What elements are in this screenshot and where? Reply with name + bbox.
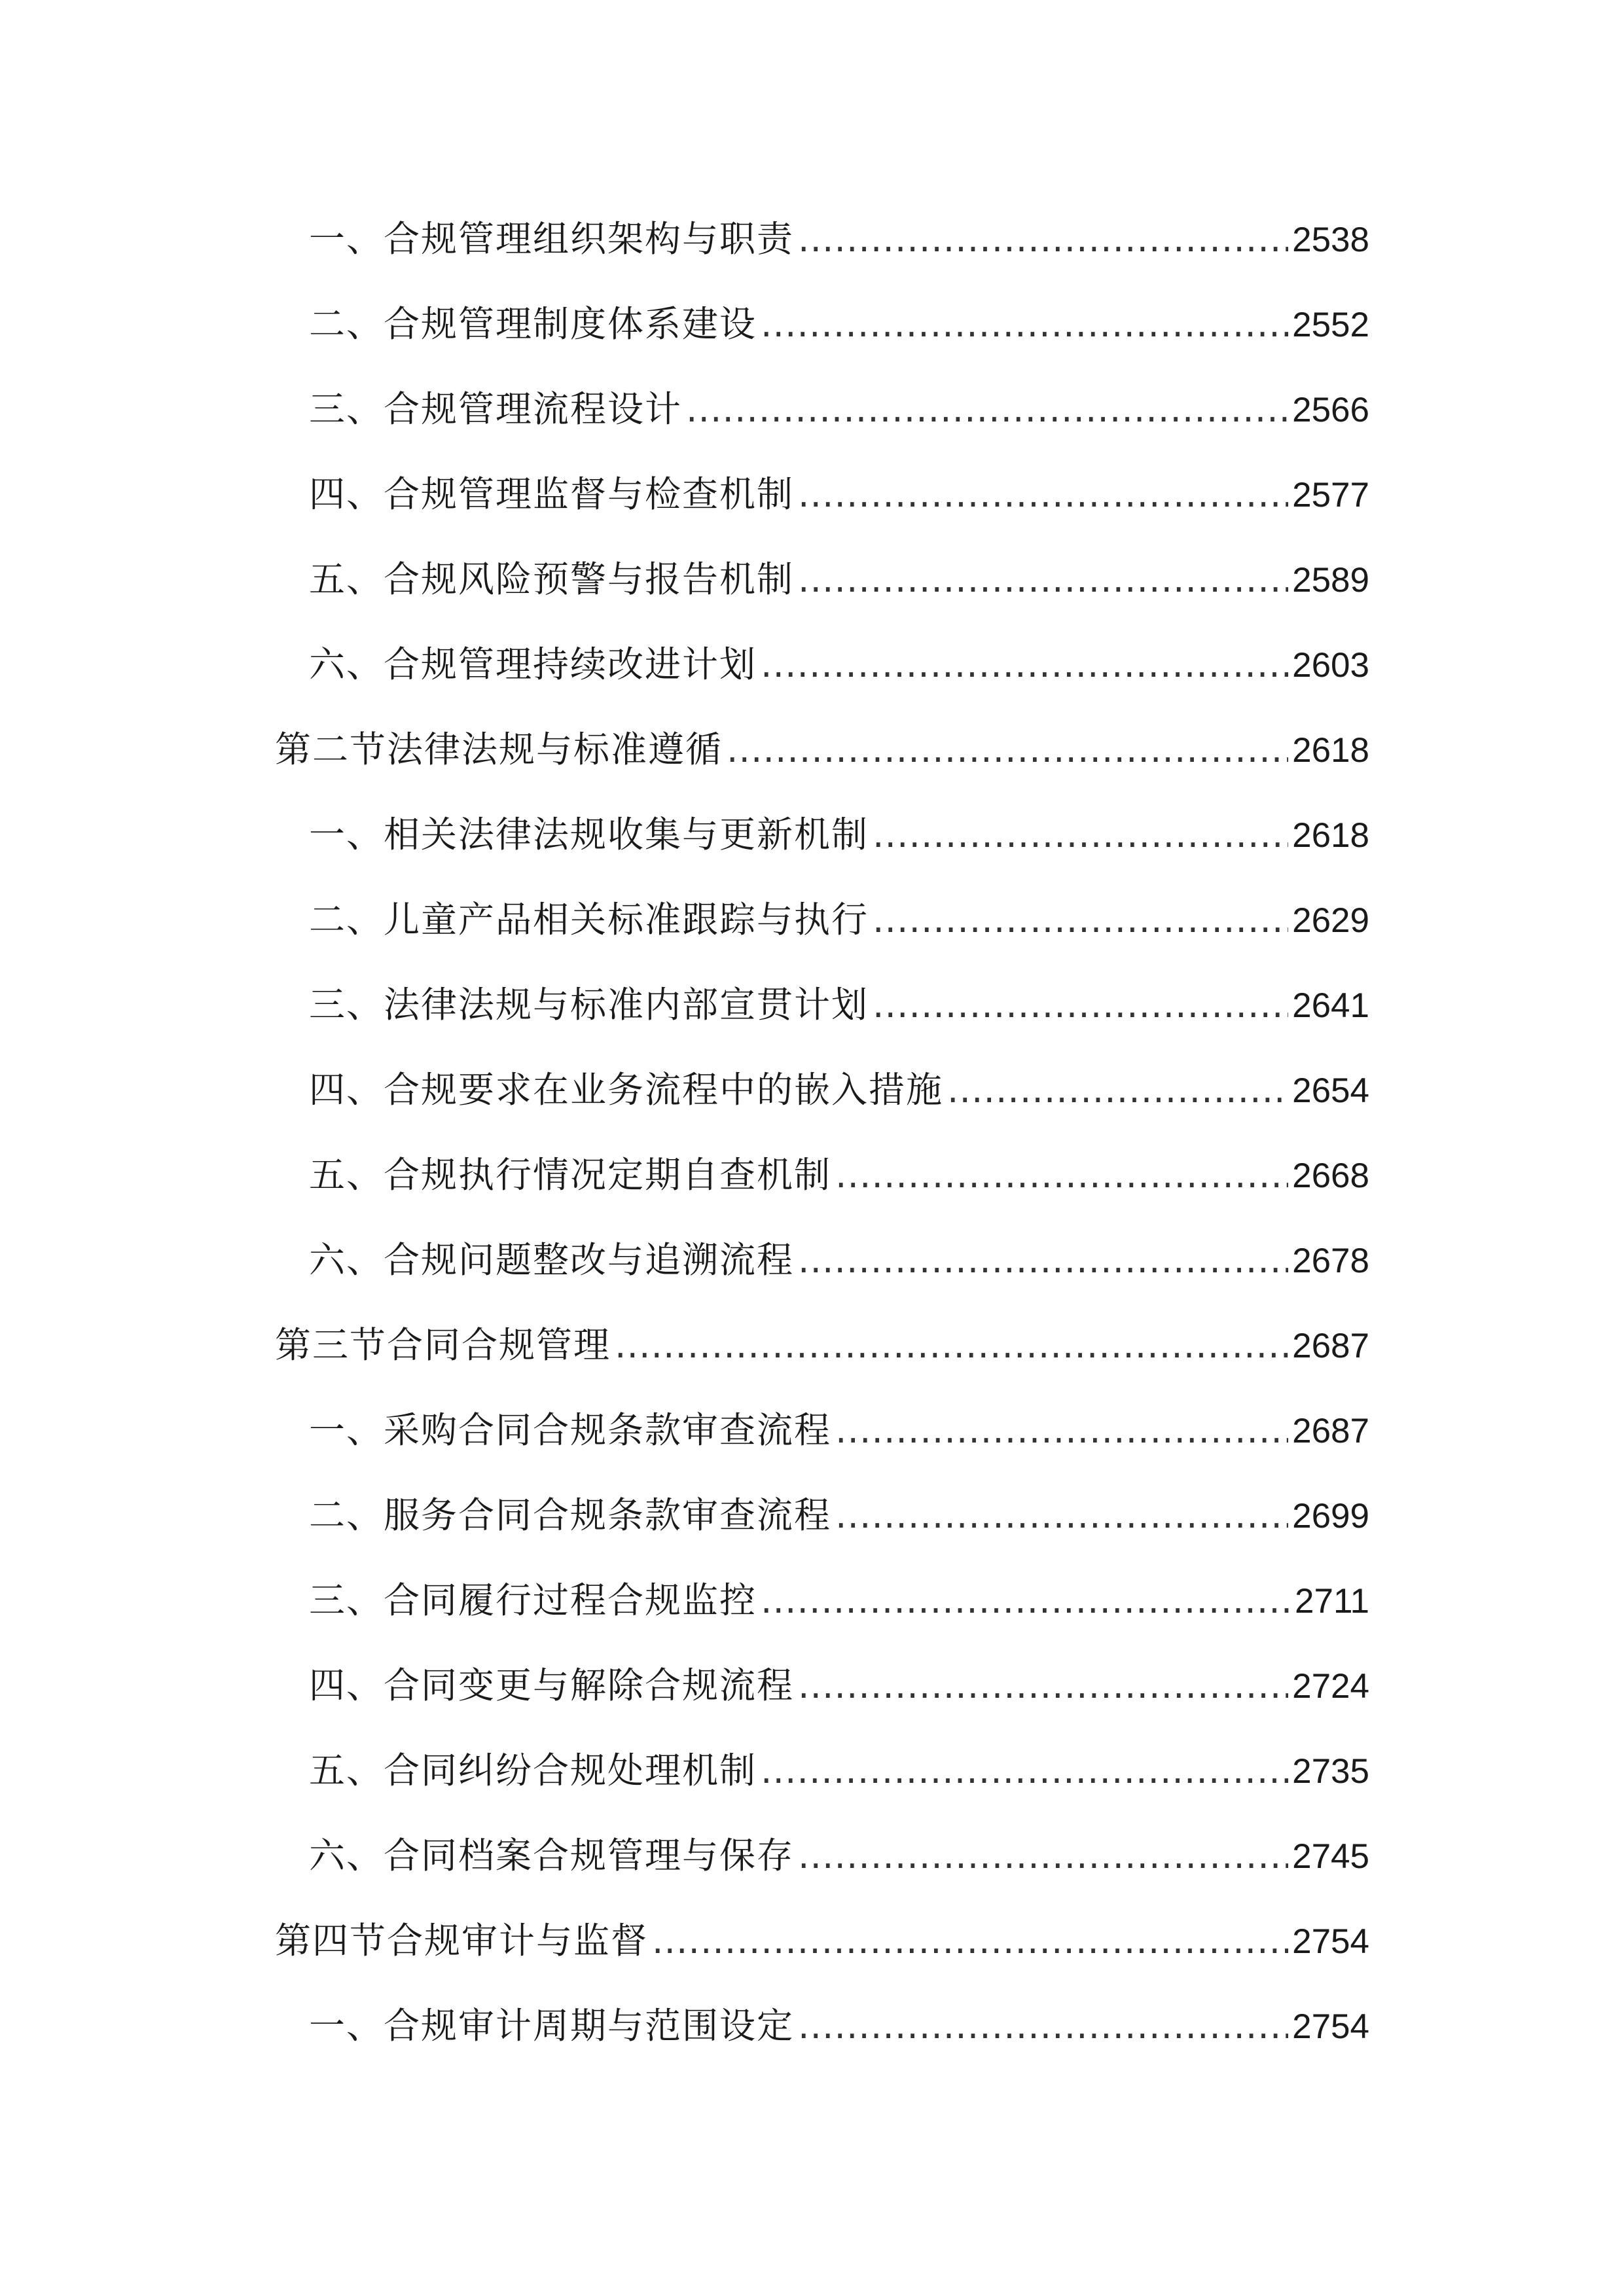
toc-entry[interactable] xyxy=(275,1996,1369,2055)
toc-entry[interactable] xyxy=(275,295,1369,353)
toc-page-number: 2735 xyxy=(1292,1752,1369,1791)
toc-dot-leader xyxy=(873,890,1288,949)
toc-page-number: 2687 xyxy=(1292,1327,1369,1365)
toc-page-number: 2754 xyxy=(1292,2007,1369,2046)
toc-entry-title: 一、合规审计周期与范围设定 xyxy=(309,2005,795,2047)
toc-page-number: 2566 xyxy=(1292,391,1369,429)
toc-entry[interactable] xyxy=(275,209,1369,268)
toc-dot-leader xyxy=(835,1401,1288,1460)
toc-entry[interactable] xyxy=(275,1826,1369,1885)
toc-page-number: 2754 xyxy=(1292,1922,1369,1961)
toc-page-number: 2699 xyxy=(1292,1497,1369,1535)
toc-entry[interactable] xyxy=(275,975,1369,1034)
toc-page-number: 2678 xyxy=(1292,1242,1369,1280)
toc-entry[interactable] xyxy=(275,1656,1369,1715)
toc-dot-leader xyxy=(798,1656,1288,1715)
toc-page-number: 2603 xyxy=(1292,646,1369,685)
toc-page-number: 2618 xyxy=(1292,731,1369,770)
toc-section-entry[interactable] xyxy=(275,1316,1369,1374)
toc-dot-leader xyxy=(615,1316,1288,1374)
toc-entry-title: 二、合规管理制度体系建设 xyxy=(309,303,757,345)
toc-page-number: 2577 xyxy=(1292,476,1369,514)
toc-entry-title: 二、儿童产品相关标准跟踪与执行 xyxy=(309,899,869,941)
toc-entry[interactable] xyxy=(275,805,1369,864)
toc-page-number: 2724 xyxy=(1292,1667,1369,1706)
toc-dot-leader xyxy=(947,1060,1288,1119)
toc-entry-title: 一、合规管理组织架构与职责 xyxy=(309,218,795,260)
toc-dot-leader xyxy=(727,720,1288,779)
toc-entry[interactable] xyxy=(275,1145,1369,1204)
toc-entry-title: 五、合规风险预警与报告机制 xyxy=(309,558,795,600)
toc-entry-title: 一、采购合同合规条款审查流程 xyxy=(309,1409,832,1451)
toc-entry-title: 六、合规问题整改与追溯流程 xyxy=(309,1239,795,1281)
toc-dot-leader xyxy=(761,635,1288,694)
toc-entry-title: 六、合规管理持续改进计划 xyxy=(309,643,757,685)
toc-entry-title: 第四节合规审计与监督 xyxy=(275,1920,649,1962)
toc-page-number: 2687 xyxy=(1292,1412,1369,1450)
toc-entry-title: 二、服务合同合规条款审查流程 xyxy=(309,1494,832,1536)
toc-entry[interactable] xyxy=(275,1230,1369,1289)
toc-entry[interactable] xyxy=(275,550,1369,609)
toc-page-number: 2552 xyxy=(1292,306,1369,344)
toc-dot-leader xyxy=(798,209,1288,268)
toc-dot-leader xyxy=(873,805,1288,864)
toc-page-number: 2745 xyxy=(1292,1837,1369,1876)
toc-dot-leader xyxy=(835,1486,1288,1545)
toc-entry[interactable] xyxy=(275,635,1369,694)
toc-dot-leader xyxy=(686,380,1288,439)
toc-section-entry[interactable] xyxy=(275,1911,1369,1970)
toc-entry-title: 一、相关法律法规收集与更新机制 xyxy=(309,814,869,855)
toc-page-number: 2654 xyxy=(1292,1071,1369,1110)
toc-entry-title: 五、合同纠纷合规处理机制 xyxy=(309,1749,757,1791)
toc-page-number: 2629 xyxy=(1292,901,1369,940)
toc-entry[interactable] xyxy=(275,1741,1369,1800)
toc-entry-title: 六、合同档案合规管理与保存 xyxy=(309,1835,795,1876)
toc-section-entry[interactable] xyxy=(275,720,1369,779)
toc-page-number: 2538 xyxy=(1292,221,1369,259)
toc-page-number: 2641 xyxy=(1292,986,1369,1025)
toc-entry[interactable] xyxy=(275,1486,1369,1545)
toc-dot-leader xyxy=(761,1571,1291,1630)
toc-entry[interactable] xyxy=(275,465,1369,524)
toc-dot-leader xyxy=(798,1996,1288,2055)
toc-dot-leader xyxy=(798,1230,1288,1289)
toc-dot-leader xyxy=(798,550,1288,609)
toc-entry[interactable] xyxy=(275,890,1369,949)
toc-page-number: 2618 xyxy=(1292,816,1369,855)
toc-entry-title: 四、合同变更与解除合规流程 xyxy=(309,1664,795,1706)
toc-dot-leader xyxy=(798,1826,1288,1885)
toc-page-number: 2668 xyxy=(1292,1157,1369,1195)
toc-entry[interactable] xyxy=(275,1571,1369,1630)
toc-entry-title: 第三节合同合规管理 xyxy=(275,1324,611,1366)
toc-entry-title: 三、合规管理流程设计 xyxy=(309,388,683,430)
toc-page-number: 2711 xyxy=(1295,1582,1369,1621)
toc-entry[interactable] xyxy=(275,380,1369,439)
toc-dot-leader xyxy=(652,1911,1288,1970)
toc-dot-leader xyxy=(798,465,1288,524)
toc-entry-title: 第二节法律法规与标准遵循 xyxy=(275,728,723,770)
toc-dot-leader xyxy=(761,295,1288,353)
toc-dot-leader xyxy=(835,1145,1288,1204)
toc-dot-leader xyxy=(761,1741,1288,1800)
toc-entry-title: 四、合规要求在业务流程中的嵌入措施 xyxy=(309,1069,944,1111)
toc-entry[interactable] xyxy=(275,1060,1369,1119)
toc-entry-title: 三、合同履行过程合规监控 xyxy=(309,1579,757,1621)
toc-entry-title: 三、法律法规与标准内部宣贯计划 xyxy=(309,984,869,1026)
toc-page-number: 2589 xyxy=(1292,561,1369,600)
toc-entry-title: 五、合规执行情况定期自查机制 xyxy=(309,1154,832,1196)
toc-dot-leader xyxy=(873,975,1288,1034)
toc-entry[interactable] xyxy=(275,1401,1369,1460)
toc-entry-title: 四、合规管理监督与检查机制 xyxy=(309,473,795,515)
